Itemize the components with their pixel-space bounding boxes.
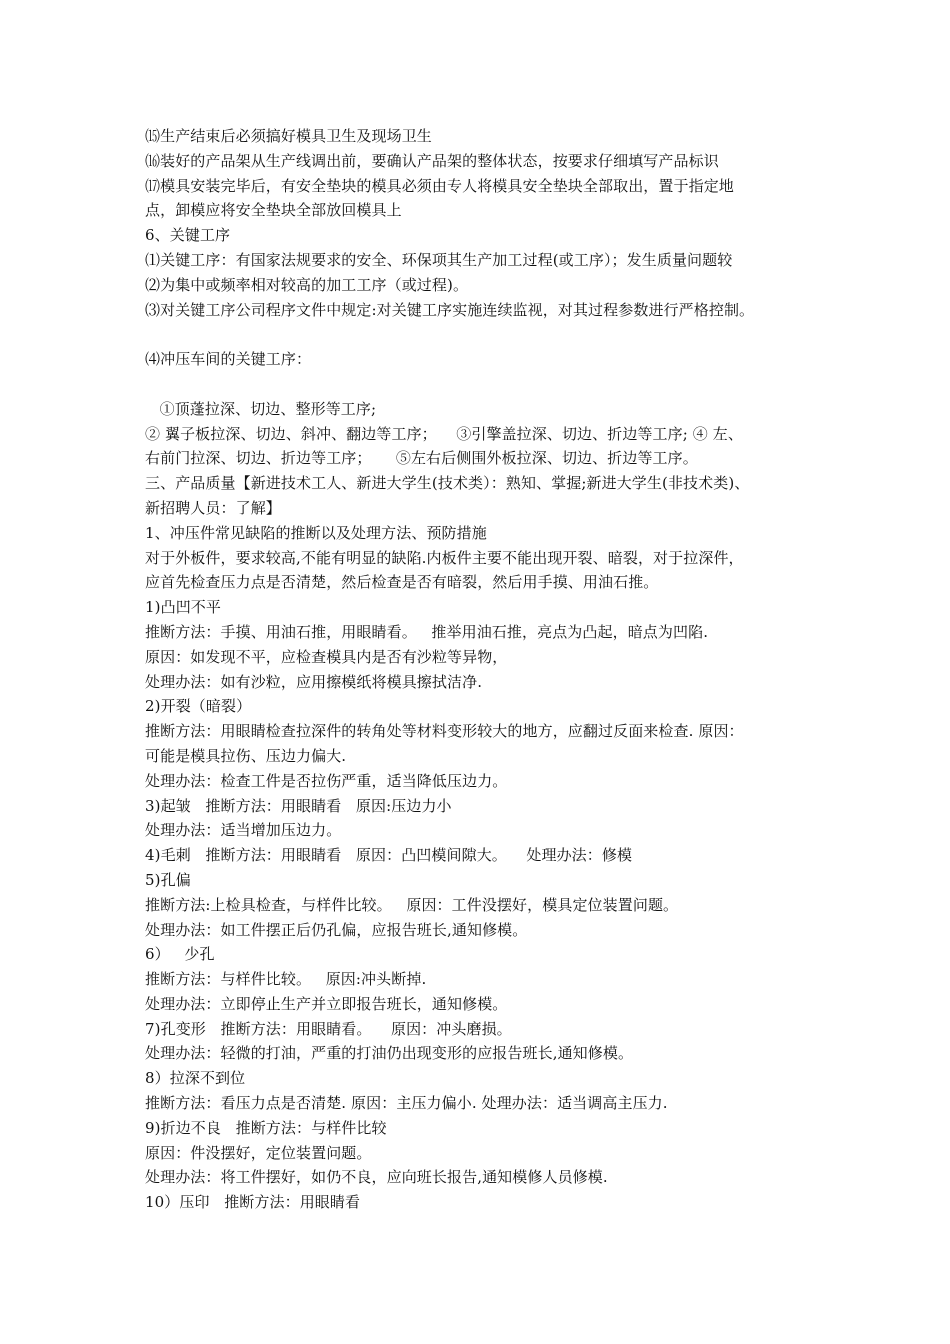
text-line: 5)孔偏 [145,870,191,889]
text-line: 处理办法：将工件摆好，如仍不良，应向班长报告,通知模修人员修模. [145,1168,608,1187]
text-line: 可能是模具拉伤、压边力偏大. [145,746,347,765]
text-line: 推断方法：看压力点是否清楚. 原因：主压力偏小. 处理办法：适当调高主压力. [145,1094,668,1113]
section-heading: 三、产品质量【新进技术工人、新进大学生(技术类）：熟知、掌握;新进大学生(非技术类)、 [145,474,750,493]
text-line: 新招聘人员：了解】 [145,498,281,517]
text-line: 4)毛刺 推断方法：用眼睛看 原因：凸凹模间隙大。 处理办法：修模 [145,846,633,865]
text-line: 推断方法:上检具检查，与样件比较。 原因：工件没摆好，模具定位装置问题。 [145,895,679,914]
text-line: 3)起皱 推断方法：用眼睛看 原因:压边力小 [145,796,452,815]
document-body [145,124,835,1215]
text-line: 推断方法：与样件比较。 原因:冲头断掉. [145,970,427,989]
text-line: ⒂生产结束后必须搞好模具卫生及现场卫生 [145,127,432,145]
text-line: 应首先检查压力点是否清楚，然后检查是否有暗裂，然后用手摸、用油石推。 [145,573,659,592]
text-line: 处理办法：立即停止生产并立即报告班长，通知修模。 [145,994,508,1013]
text-line: 右前门拉深、切边、折边等工序； ⑤左右后侧围外板拉深、切边、折边等工序。 [145,449,698,468]
subsection-heading: 1、冲压件常见缺陷的推断以及处理方法、预防措施 [145,523,487,542]
text-line: 推断方法：用眼睛检查拉深件的转角处等材料变形较大的地方，应翻过反面来检查. 原因： [145,722,744,741]
text-line: 2)开裂（暗裂） [145,697,252,716]
text-line: 处理办法：适当增加压边力。 [145,821,342,840]
blank-line [145,372,835,397]
text-line: 1)凸凹不平 [145,598,221,617]
text-line: 推断方法：手摸、用油石推，用眼睛看。 推举用油石推，亮点为凸起，暗点为凹陷. [145,622,709,641]
text-line: 处理办法：如工件摆正后仍孔偏，应报告班长,通知修模。 [145,920,528,939]
text-line: ⑶对关键工序公司程序文件中规定:对关键工序实施连续监视，对其过程参数进行严格控制。 [145,300,755,319]
text-line: 7)孔变形 推断方法：用眼睛看。 原因：冲头磨损。 [145,1019,512,1038]
text-line: 6） 少孔 [145,945,215,964]
text-line: 点，卸模应将安全垫块全部放回模具上 [145,201,402,220]
text-line: 原因：如发现不平，应检查模具内是否有沙粒等异物， [145,647,508,666]
text-line: ①顶蓬拉深、切边、整形等工序; [145,399,377,418]
text-line: ⑷冲压车间的关键工序： [145,350,312,369]
text-line: 对于外板件，要求较高,不能有明显的缺陷.内板件主要不能出现开裂、暗裂，对于拉深件， [145,548,744,567]
blank-line [145,322,835,347]
text-line: 处理办法：如有沙粒，应用擦模纸将模具擦拭洁净. [145,672,483,691]
text-line: ⑵为集中或频率相对较高的加工工序（或过程)。 [145,275,469,294]
text-line: 8）拉深不到位 [145,1069,246,1088]
text-line: ⒃装好的产品架从生产线调出前，要确认产品架的整体状态，按要求仔细填写产品标识 [145,151,719,170]
text-line: ⑴关键工序：有国家法规要求的安全、环保项其生产加工过程(或工序）；发生质量问题较 [145,250,733,269]
text-line: 9)折边不良 推断方法：与样件比较 [145,1118,387,1137]
text-line: 处理办法：检查工件是否拉伤严重，适当降低压边力。 [145,771,508,790]
section-heading: 6、关键工序 [145,226,231,245]
text-line: 原因：件没摆好，定位装置问题。 [145,1143,372,1162]
text-line: 处理办法：轻微的打油，严重的打油仍出现变形的应报告班长,通知修模。 [145,1044,634,1063]
text-line: 10）压印 推断方法：用眼睛看 [145,1193,361,1212]
text-line: ⒄模具安装完毕后，有安全垫块的模具必须由专人将模具安全垫块全部取出，置于指定地 [145,176,734,195]
text-line: ② 翼子板拉深、切边、斜冲、翻边等工序； ③引擎盖拉深、切边、折边等工序; ④ 左、 [145,424,743,443]
